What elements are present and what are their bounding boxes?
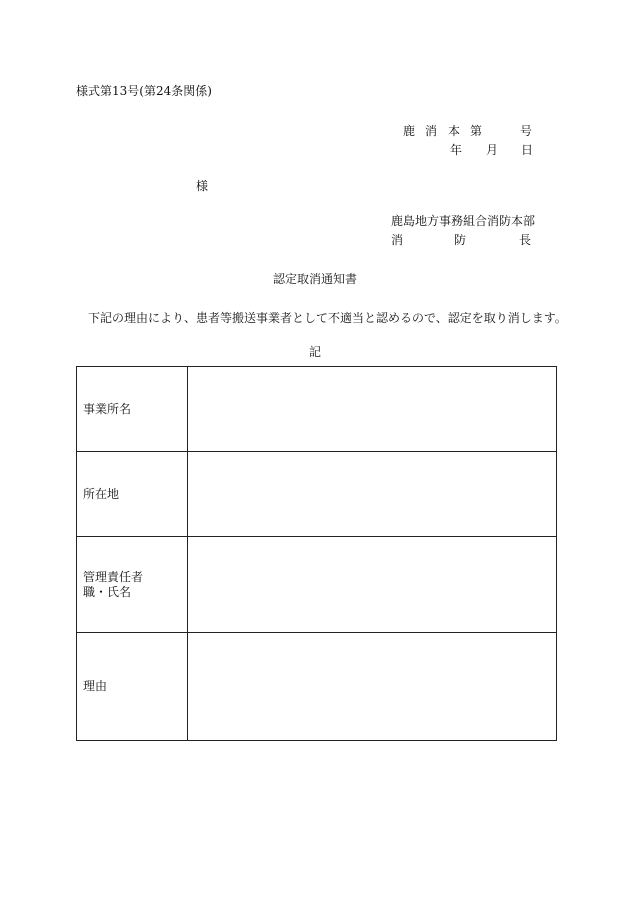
detail-table: [76, 366, 557, 741]
doc-number-char-4: 第: [470, 124, 483, 138]
reason-label: 理由: [77, 633, 188, 741]
doc-number-char-2: 消: [425, 124, 438, 138]
doc-number-char-3: 本: [448, 124, 461, 138]
document-title: 認定取消通知書: [272, 272, 357, 286]
table-row-location: [77, 452, 557, 537]
date-year: 年: [450, 143, 463, 157]
manager-value: [188, 537, 557, 633]
manager-label: 管理責任者 職・氏名: [77, 537, 188, 633]
date-day: 日: [521, 143, 534, 157]
doc-number-char-5: 号: [520, 124, 533, 138]
location-label: 所在地: [77, 452, 188, 537]
office-name-value: [188, 367, 557, 452]
table-row-office-name: [77, 367, 557, 452]
location-value: [188, 452, 557, 537]
office-name-label: 事業所名: [77, 367, 188, 452]
issuer-title-char-3: 長: [519, 233, 532, 247]
table-row-manager: [77, 537, 557, 633]
issuer-organization: 鹿島地方事務組合消防本部: [391, 214, 536, 228]
doc-number-char-1: 鹿: [403, 124, 416, 138]
issuer-title-char-1: 消: [391, 233, 404, 247]
issuer-title-char-2: 防: [454, 233, 467, 247]
body-text: 下記の理由により、患者等搬送事業者として不適当と認めるので、認定を取り消します。: [88, 311, 567, 325]
form-number: 様式第13号(第24条関係): [76, 84, 212, 98]
table-row-reason: [77, 633, 557, 741]
ki-label: 記: [308, 345, 321, 359]
date-month: 月: [486, 143, 499, 157]
recipient-suffix: 様: [196, 179, 209, 193]
issuer-title: [391, 233, 531, 247]
reason-value: [188, 633, 557, 741]
